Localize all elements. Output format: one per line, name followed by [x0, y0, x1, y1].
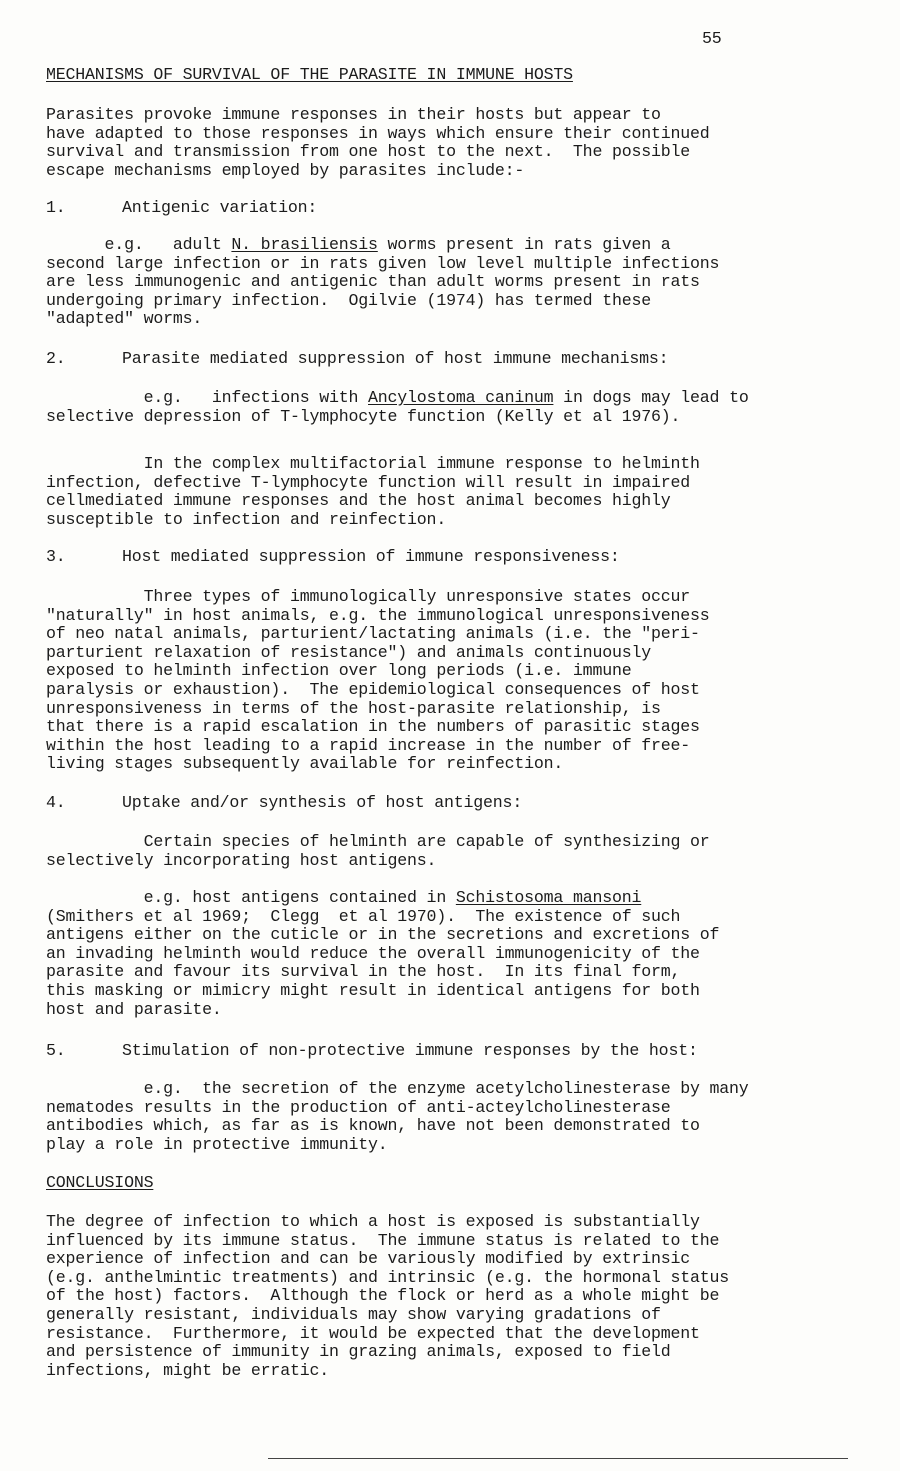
text-line: The degree of infection to which a host is exposed is substantially — [46, 1212, 700, 1231]
text-line: susceptible to infection and reinfection. — [46, 509, 447, 529]
item-3-paragraph — [46, 588, 866, 774]
item-2-heading: Parasite mediated suppression of host immune mechanisms: — [122, 349, 669, 368]
text-line: In the complex multifactorial immune response to helminth — [46, 454, 700, 473]
conclusions-heading: CONCLUSIONS — [46, 1173, 154, 1192]
text-line: parasite and favour its survival in the host. In its final form, — [46, 962, 681, 982]
text-line: resistance. Furthermore, it would be expected that the development — [46, 1323, 700, 1343]
item-4-paragraph-2 — [46, 889, 866, 1019]
text-line: an invading helminth would reduce the overall immunogenicity of the — [46, 943, 700, 963]
text-line: living stages subsequently available for reinfection. — [46, 754, 564, 774]
item-3-number: 3. — [46, 547, 66, 566]
text-line: and persistence of immunity in grazing animals, exposed to field — [46, 1342, 671, 1362]
text-line: cellmediated immune responses and the host animal becomes highly — [46, 491, 671, 511]
text-line: Certain species of helminth are capable of synthesizing or — [46, 832, 710, 851]
item-5-heading: Stimulation of non-protective immune responses by the host: — [122, 1041, 698, 1060]
text-line: survival and transmission from one host to the next. The possible — [46, 142, 691, 162]
item-5-number: 5. — [46, 1041, 66, 1060]
text-line: this masking or mimicry might result in identical antigens for both — [46, 980, 700, 1000]
text-line: parturient relaxation of resistance") and animals continuously — [46, 642, 651, 662]
page-number: 55 — [702, 29, 722, 48]
text-line: selective depression of T-lymphocyte function (Kelly et al 1976). — [46, 406, 681, 426]
species-name: N. brasiliensis — [231, 235, 378, 254]
text-line: e.g. the secretion of the enzyme acetylcholinesterase by many — [46, 1079, 749, 1098]
text-line: influenced by its immune status. The immune status is related to the — [46, 1230, 720, 1250]
text-line: e.g. host antigens contained in Schistosoma mansoni — [46, 888, 642, 907]
intro-paragraph — [46, 106, 866, 180]
text-line: Three types of immunologically unresponsive states occur — [46, 587, 691, 606]
text-line: selectively incorporating host antigens. — [46, 850, 437, 870]
text-line: paralysis or exhaustion). The epidemiological consequences of host — [46, 679, 700, 699]
text-line: within the host leading to a rapid increase in the number of free- — [46, 735, 691, 755]
text-line: e.g. infections with Ancylostoma caninum in dogs may lead to — [46, 388, 749, 407]
text-line: "adapted" worms. — [46, 309, 203, 329]
text-line: generally resistant, individuals may show varying gradations of — [46, 1304, 661, 1324]
text-line: infection, defective T-lymphocyte function will result in impaired — [46, 472, 691, 492]
text-line: experience of infection and can be variously modified by extrinsic — [46, 1249, 691, 1269]
footer-divider — [268, 1458, 848, 1459]
item-1-heading: Antigenic variation: — [122, 198, 318, 217]
text-line: (e.g. anthelmintic treatments) and intrinsic (e.g. the hormonal status — [46, 1267, 730, 1287]
text-line: have adapted to those responses in ways which ensure their continued — [46, 123, 710, 143]
item-1-number: 1. — [46, 198, 66, 217]
item-4-heading: Uptake and/or synthesis of host antigens: — [122, 793, 523, 812]
text-line: nematodes results in the production of anti-acteylcholinesterase — [46, 1097, 671, 1117]
text-line: of neo natal animals, parturient/lactating animals (i.e. the "peri- — [46, 624, 700, 644]
text-line: antigens either on the cuticle or in the secretions and excretions of — [46, 925, 720, 945]
text-line: e.g. adult N. brasiliensis worms present in rats given a — [46, 235, 671, 254]
item-4-number: 4. — [46, 793, 66, 812]
text-line: "naturally" in host animals, e.g. the immunological unresponsiveness — [46, 605, 710, 625]
item-4-paragraph — [46, 833, 866, 870]
text-line: infections, might be erratic. — [46, 1360, 329, 1380]
section-title: MECHANISMS OF SURVIVAL OF THE PARASITE IN IMMUNE HOSTS — [46, 65, 573, 84]
item-5-paragraph — [46, 1080, 866, 1154]
species-name: Schistosoma mansoni — [455, 888, 642, 907]
item-2-paragraph — [46, 389, 866, 426]
text-line: play a role in protective immunity. — [46, 1134, 388, 1154]
conclusions-paragraph — [46, 1213, 866, 1380]
text-line: are less immunogenic and antigenic than adult worms present in rats — [46, 272, 700, 292]
text-line: host and parasite. — [46, 999, 222, 1019]
item-1-paragraph — [46, 236, 866, 329]
text-line: (Smithers et al 1969; Clegg et al 1970). The existence of such — [46, 906, 681, 926]
item-2-number: 2. — [46, 349, 66, 368]
item-2-paragraph-2 — [46, 455, 866, 529]
text-line: of the host) factors. Although the flock or herd as a whole might be — [46, 1286, 720, 1306]
item-3-heading: Host mediated suppression of immune responsiveness: — [122, 547, 620, 566]
species-name: Ancylostoma caninum — [368, 388, 554, 407]
text-line: Parasites provoke immune responses in their hosts but appear to — [46, 105, 661, 124]
text-line: exposed to helminth infection over long periods (i.e. immune — [46, 661, 632, 681]
text-line: unresponsiveness in terms of the host-parasite relationship, is — [46, 698, 661, 718]
text-line: that there is a rapid escalation in the numbers of parasitic stages — [46, 717, 700, 737]
text-line: second large infection or in rats given low level multiple infections — [46, 253, 720, 273]
text-line: antibodies which, as far as is known, have not been demonstrated to — [46, 1116, 700, 1136]
text-line: undergoing primary infection. Ogilvie (1974) has termed these — [46, 290, 651, 310]
text-line: escape mechanisms employed by parasites include:- — [46, 160, 525, 180]
